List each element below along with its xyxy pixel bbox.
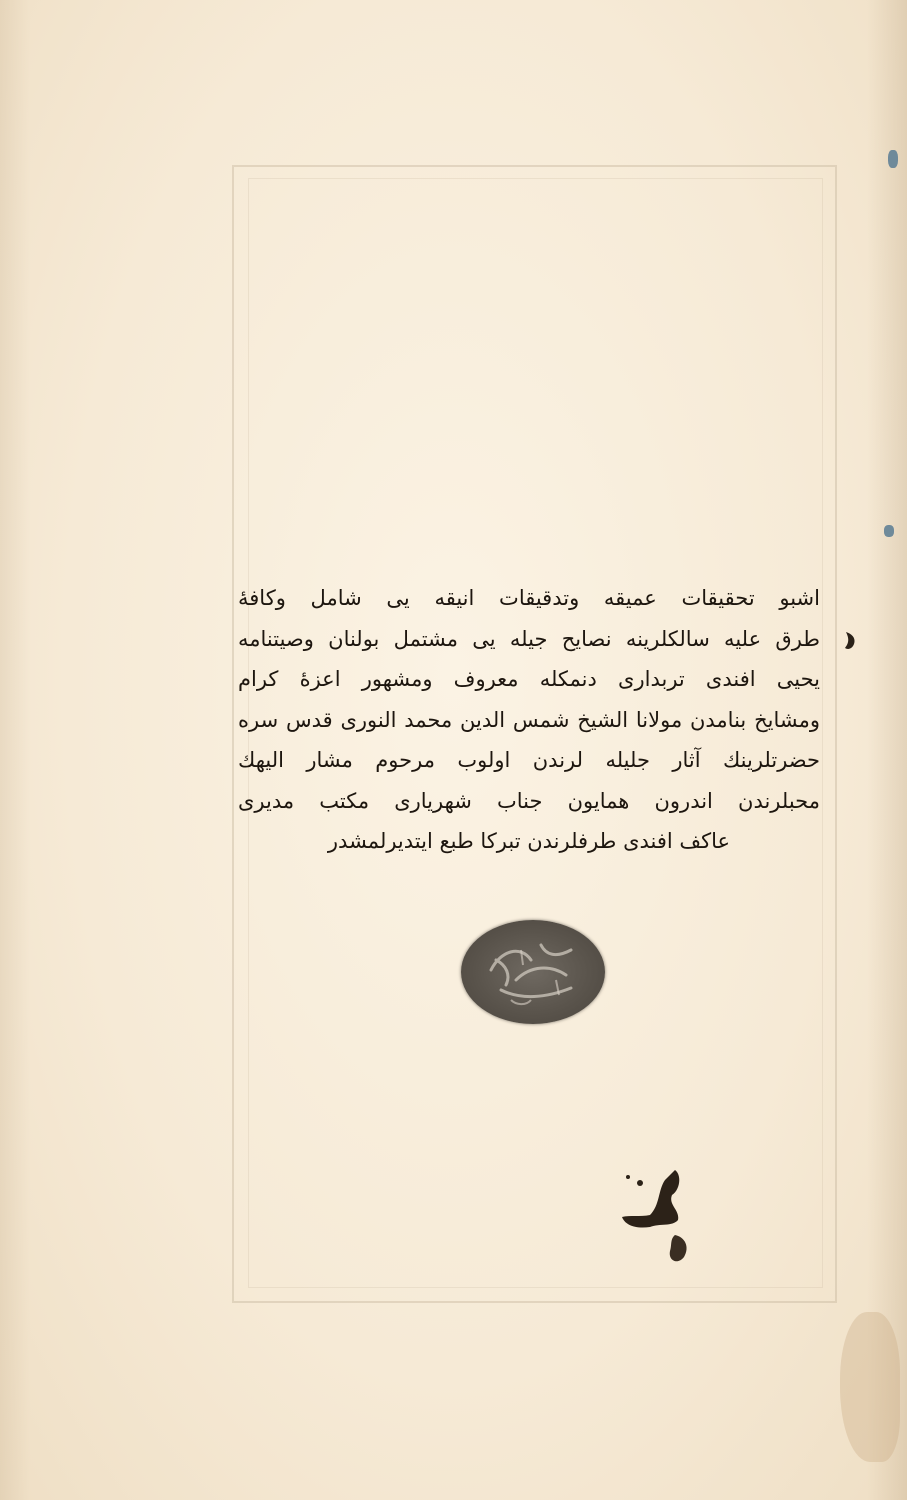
- text-line: محبلرندن اندرون همايون جناب شهريارى مكتب مديرى: [238, 788, 820, 813]
- page-gutter-shadow: [0, 0, 30, 1500]
- text-line: حضرتلرينك آثار جليله لرندن اولوب مرحوم مشار اليهك: [238, 748, 820, 772]
- paper-speck: [884, 525, 894, 537]
- page-edge-shadow: [867, 0, 907, 1500]
- seal-stamp-icon: [461, 920, 605, 1024]
- paper-speck: [888, 150, 898, 168]
- text-line: يحيى افندى تربدارى دنمكله معروف ومشهور اعزۀ كرام: [238, 667, 820, 691]
- text-line: ومشايخ بنامدن مولانا الشيخ شمس الدين محمد النورى قدس سره: [238, 707, 820, 732]
- text-line: طرق عليه سالكلرينه نصايح جيله يى مشتمل بولنان وصيتنامه: [238, 626, 820, 651]
- text-line: اشبو تحقيقات عميقه وتدقيقات انيقه يى شامل وكافۀ: [238, 586, 820, 610]
- paper-stain: [840, 1312, 900, 1462]
- main-text-block: [238, 578, 820, 862]
- text-line-final: عاكف افندى طرفلرندن تبركا طبع ايتديرلمشدر: [327, 829, 731, 853]
- margin-ink-mark-icon: [842, 630, 860, 652]
- ink-blot-icon: [620, 1165, 710, 1275]
